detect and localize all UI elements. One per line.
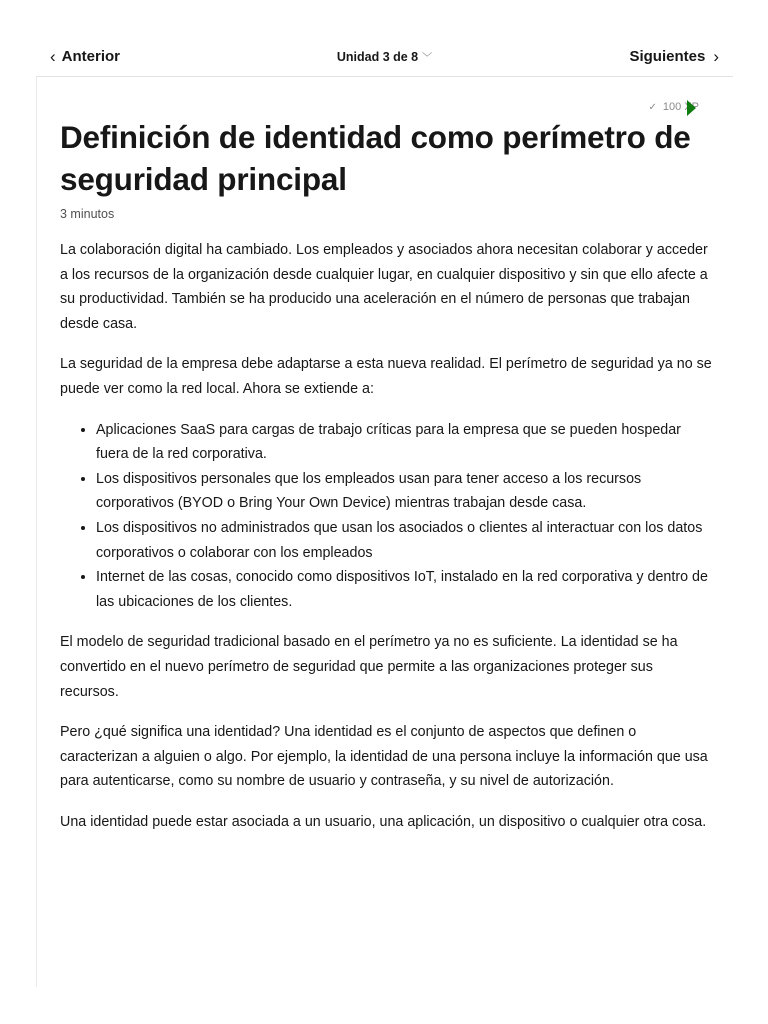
unit-selector-dropdown[interactable] xyxy=(36,49,733,64)
paragraph: La colaboración digital ha cambiado. Los empleados y asociados ahora necesitan colaborar y acceder a los recursos de la organización desde cualquier lugar, en cualquier dispositivo y sin que ello afecte a su productividad. También se ha producido una aceleración en el número de personas que trabajan desde casa. xyxy=(60,242,708,332)
list-item: • Aplicaciones SaaS para cargas de trabajo críticas para la empresa que se pueden hospedar fuera de la red corporativa. xyxy=(96,418,715,467)
chevron-down-icon: ﹀ xyxy=(422,53,433,64)
content-left-divider xyxy=(36,77,37,987)
paragraph: Una identidad puede estar asociada a un usuario, una aplicación, un dispositivo o cualquier otra cosa. xyxy=(60,813,707,830)
unit-content xyxy=(60,116,715,834)
xp-label: 100 XP xyxy=(662,101,699,113)
chevron-left-icon: ‹ xyxy=(50,47,56,66)
chevron-right-icon: › xyxy=(713,47,719,66)
reading-duration: 3 minutos xyxy=(60,207,115,221)
perimeter-list xyxy=(60,418,715,615)
page-title: Definición de identidad como perímetro de seguridad principal xyxy=(60,119,691,197)
unit-navigation-bar xyxy=(36,40,733,77)
paragraph: La seguridad de la empresa debe adaptarse a esta nueva realidad. El perímetro de seguridad ya no se puede ver como la red local. Ahora se extiende a: xyxy=(60,356,712,397)
unit-progress-label: Unidad 3 de 8 xyxy=(336,50,419,64)
previous-label: Anterior xyxy=(61,48,121,65)
list-item: • Los dispositivos no administrados que usan los asociados o clientes al interactuar con los datos corporativos o colaborar con los empleados xyxy=(96,516,715,565)
play-icon[interactable] xyxy=(687,100,696,116)
next-label: Siguientes xyxy=(629,48,706,65)
next-unit-link[interactable] xyxy=(629,48,719,65)
paragraph: Pero ¿qué significa una identidad? Una identidad es el conjunto de aspectos que definen o caracterizan a alguien o algo. Por ejemplo, la identidad de una persona incluye la información que usa para autenticarse, como su nombre de usuario y contraseña, y su nivel de autorización. xyxy=(60,724,708,790)
check-icon: ✓ xyxy=(648,101,657,113)
list-item: • Internet de las cosas, conocido como dispositivos IoT, instalado en la red corporativa y dentro de las ubicaciones de los clientes. xyxy=(96,565,715,614)
paragraph: El modelo de seguridad tradicional basado en el perímetro ya no es suficiente. La identidad se ha convertido en el nuevo perímetro de seguridad que permite a las organizaciones proteger sus recursos. xyxy=(60,634,678,700)
list-item: • Los dispositivos personales que los empleados usan para tener acceso a los recursos corporativos (BYOD o Bring Your Own Device) mientras trabajan desde casa. xyxy=(96,467,715,516)
